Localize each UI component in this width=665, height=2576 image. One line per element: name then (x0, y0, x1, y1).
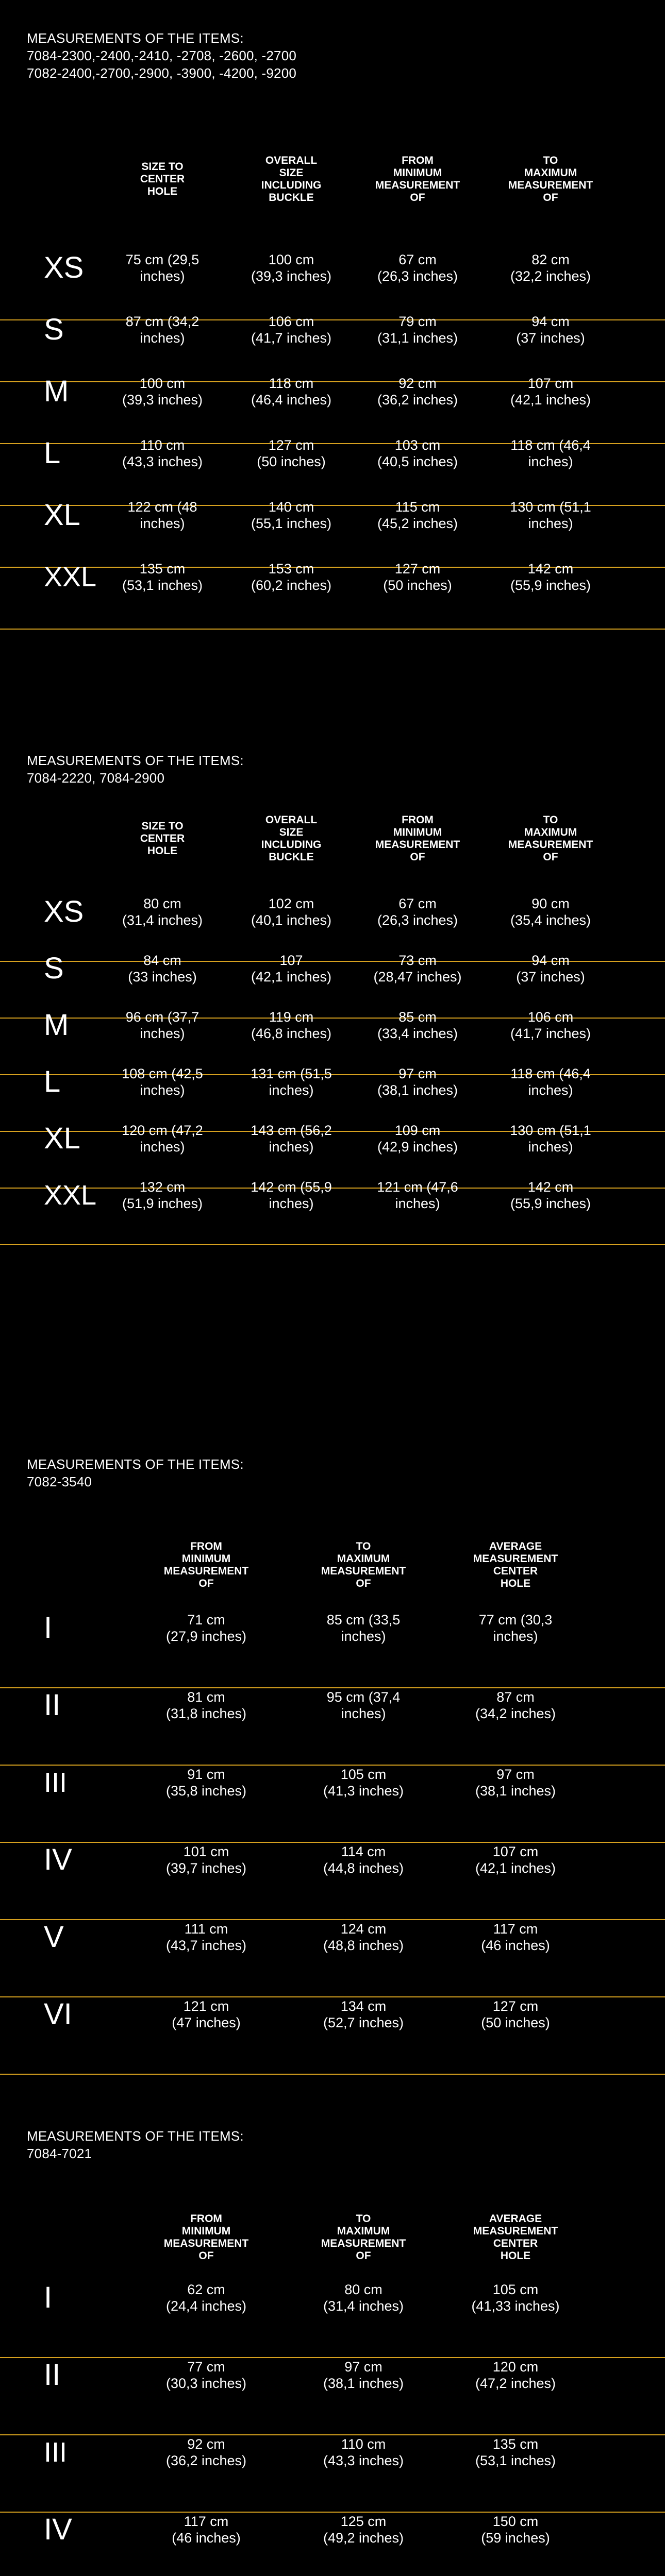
size-label: L (44, 436, 61, 470)
measurement-cell: 106 cm (41,7 inches) (510, 1009, 591, 1041)
measurement-cell: 100 cm (39,3 inches) (251, 252, 332, 284)
measurement-cell: 140 cm (55,1 inches) (251, 499, 332, 531)
measurement-cell: 106 cm (41,7 inches) (251, 314, 332, 346)
column-header: FROM MINIMUM MEASUREMENT OF (375, 155, 460, 204)
size-label: M (44, 375, 69, 408)
row-divider (0, 2074, 665, 2075)
measurement-cell: 117 cm (46 inches) (172, 2514, 241, 2546)
measurement-cell: 134 cm (52,7 inches) (323, 1998, 404, 2030)
column-header: FROM MINIMUM MEASUREMENT OF (163, 2213, 249, 2262)
measurement-cell: 110 cm (43,3 inches) (122, 437, 203, 469)
measurement-cell: 124 cm (48,8 inches) (323, 1921, 404, 1953)
measurement-cell: 67 cm (26,3 inches) (377, 252, 458, 284)
measurement-cell: 142 cm (55,9 inches) (251, 1179, 332, 1211)
size-label: IV (44, 1843, 72, 1876)
measurement-cell: 97 cm (38,1 inches) (323, 2359, 404, 2391)
size-label: II (44, 1688, 61, 1722)
measurement-cell: 80 cm (31,4 inches) (122, 896, 203, 928)
measurement-cell: 142 cm (55,9 inches) (510, 561, 591, 593)
measurement-cell: 135 cm (53,1 inches) (475, 2436, 556, 2468)
item-codes: 7084-2220, 7084-2900 (27, 770, 165, 786)
measurement-cell: 84 cm (33 inches) (128, 953, 197, 985)
size-label: IV (44, 2513, 72, 2546)
measurement-cell: 87 cm (34,2 inches) (475, 1689, 556, 1721)
row-divider (0, 1244, 665, 1245)
item-codes: 7084-2300,-2400,-2410, -2708, -2600, -2700 (27, 48, 297, 63)
size-label: III (44, 1767, 68, 1798)
measurement-cell: 117 cm (46 inches) (481, 1921, 550, 1953)
measurement-cell: 80 cm (31,4 inches) (323, 2282, 404, 2314)
column-header: AVERAGE MEASUREMENT CENTER HOLE (473, 2213, 558, 2262)
measurement-cell: 118 cm (46,4 inches) (510, 1066, 591, 1098)
measurement-cell: 62 cm (24,4 inches) (165, 2282, 247, 2314)
measurement-cell: 85 cm (33,5 inches) (326, 1612, 401, 1644)
measurement-cell: 97 cm (38,1 inches) (475, 1767, 556, 1799)
item-codes: 7082-2400,-2700,-2900, -3900, -4200, -9200 (27, 65, 297, 81)
measurement-cell: 122 cm (48 inches) (127, 499, 197, 531)
measurement-cell: 87 cm (34,2 inches) (125, 314, 200, 346)
size-label: XXL (44, 562, 97, 592)
size-label: I (44, 1611, 53, 1645)
column-header: TO MAXIMUM MEASUREMENT OF (321, 2213, 406, 2262)
measurement-cell: 109 cm (42,9 inches) (377, 1123, 458, 1155)
measurement-cell: 130 cm (51,1 inches) (510, 1123, 591, 1155)
measurement-cell: 94 cm (37 inches) (516, 314, 585, 346)
column-header: TO MAXIMUM MEASUREMENT OF (508, 155, 593, 204)
column-header: AVERAGE MEASUREMENT CENTER HOLE (473, 1540, 558, 1589)
column-header: SIZE TO CENTER HOLE (140, 161, 185, 197)
size-label: V (44, 1920, 64, 1954)
size-label: S (44, 313, 64, 346)
column-header: TO MAXIMUM MEASUREMENT OF (508, 814, 593, 863)
measurement-cell: 150 cm (59 inches) (481, 2514, 550, 2546)
measurement-cell: 118 cm (46,4 inches) (510, 437, 591, 469)
section-title: MEASUREMENTS OF THE ITEMS: (27, 753, 244, 768)
measurement-cell: 127 cm (50 inches) (481, 1998, 550, 2030)
measurement-cell: 81 cm (31,8 inches) (165, 1689, 247, 1721)
measurement-cell: 135 cm (53,1 inches) (122, 561, 203, 593)
row-divider (0, 1842, 665, 1843)
size-label: XS (44, 251, 84, 284)
measurement-cell: 92 cm (36,2 inches) (165, 2436, 247, 2468)
measurement-cell: 130 cm (51,1 inches) (510, 499, 591, 531)
measurement-cell: 94 cm (37 inches) (516, 953, 585, 985)
size-label: XL (44, 498, 80, 532)
measurement-cell: 105 cm (41,3 inches) (323, 1767, 404, 1799)
measurement-cell: 95 cm (37,4 inches) (326, 1689, 401, 1721)
size-label: XXL (44, 1180, 97, 1211)
measurement-cell: 77 cm (30,3 inches) (478, 1612, 553, 1644)
measurement-cell: 105 cm (41,33 inches) (471, 2282, 560, 2314)
measurement-cell: 131 cm (51,5 inches) (251, 1066, 332, 1098)
column-header: FROM MINIMUM MEASUREMENT OF (375, 814, 460, 863)
measurement-cell: 114 cm (44,8 inches) (323, 1844, 404, 1876)
size-label: S (44, 952, 64, 985)
measurement-cell: 82 cm (32,2 inches) (510, 252, 591, 284)
section-title: MEASUREMENTS OF THE ITEMS: (27, 1456, 244, 1472)
measurement-cell: 73 cm (28,47 inches) (373, 953, 462, 985)
measurement-cell: 132 cm (51,9 inches) (122, 1179, 203, 1211)
measurement-cell: 110 cm (43,3 inches) (323, 2436, 404, 2468)
measurement-cell: 107 cm (42,1 inches) (475, 1844, 556, 1876)
column-header: TO MAXIMUM MEASUREMENT OF (321, 1540, 406, 1589)
measurement-cell: 127 cm (50 inches) (257, 437, 326, 469)
size-label: VI (44, 1997, 72, 2031)
measurement-cell: 153 cm (60,2 inches) (251, 561, 332, 593)
measurement-cell: 71 cm (27,9 inches) (165, 1612, 247, 1644)
row-divider (0, 629, 665, 630)
size-label: I (44, 2281, 53, 2314)
measurement-cell: 125 cm (49,2 inches) (323, 2514, 404, 2546)
row-divider (0, 1919, 665, 1920)
measurement-cell: 108 cm (42,5 inches) (122, 1066, 203, 1098)
section-title: MEASUREMENTS OF THE ITEMS: (27, 2128, 244, 2144)
measurement-cell: 85 cm (33,4 inches) (377, 1009, 458, 1041)
measurement-cell: 142 cm (55,9 inches) (510, 1179, 591, 1211)
measurement-cell: 100 cm (39,3 inches) (122, 376, 203, 408)
size-label: XL (44, 1122, 80, 1155)
item-codes: 7082-3540 (27, 1474, 92, 1489)
size-label: M (44, 1008, 69, 1042)
item-codes: 7084-7021 (27, 2146, 92, 2161)
measurement-cell: 75 cm (29,5 inches) (125, 252, 200, 284)
measurement-cell: 115 cm (45,2 inches) (377, 499, 458, 531)
section-title: MEASUREMENTS OF THE ITEMS: (27, 30, 244, 46)
measurement-cell: 96 cm (37,7 inches) (125, 1009, 200, 1041)
measurement-cell: 92 cm (36,2 inches) (377, 376, 458, 408)
size-label: II (44, 2358, 61, 2392)
row-divider (0, 1765, 665, 1766)
measurement-cell: 90 cm (35,4 inches) (510, 896, 591, 928)
row-divider (0, 2434, 665, 2435)
size-label: XS (44, 895, 84, 928)
measurement-cell: 111 cm (43,7 inches) (165, 1921, 247, 1953)
measurement-cell: 121 cm (47,6 inches) (377, 1179, 458, 1211)
column-header: OVERALL SIZE INCLUDING BUCKLE (261, 814, 322, 863)
row-divider (0, 2512, 665, 2513)
column-header: SIZE TO CENTER HOLE (140, 820, 185, 857)
measurement-cell: 120 cm (47,2 inches) (122, 1123, 203, 1155)
measurement-cell: 119 cm (46,8 inches) (251, 1009, 332, 1041)
measurement-cell: 103 cm (40,5 inches) (377, 437, 458, 469)
measurement-cell: 97 cm (38,1 inches) (377, 1066, 458, 1098)
measurement-cell: 120 cm (47,2 inches) (475, 2359, 556, 2391)
measurement-cell: 107 (42,1 inches) (251, 953, 332, 985)
measurement-cell: 77 cm (30,3 inches) (165, 2359, 247, 2391)
measurement-cell: 107 cm (42,1 inches) (510, 376, 591, 408)
measurement-cell: 121 cm (47 inches) (172, 1998, 241, 2030)
measurement-cell: 102 cm (40,1 inches) (251, 896, 332, 928)
size-label: III (44, 2437, 68, 2468)
row-divider (0, 2357, 665, 2358)
measurement-cell: 91 cm (35,8 inches) (165, 1767, 247, 1799)
measurement-cell: 143 cm (56,2 inches) (251, 1123, 332, 1155)
row-divider (0, 1687, 665, 1688)
row-divider (0, 1996, 665, 1997)
column-header: OVERALL SIZE INCLUDING BUCKLE (261, 155, 322, 204)
size-label: L (44, 1065, 61, 1098)
measurement-cell: 101 cm (39,7 inches) (165, 1844, 247, 1876)
measurement-cell: 79 cm (31,1 inches) (377, 314, 458, 346)
measurement-cell: 127 cm (50 inches) (383, 561, 452, 593)
measurement-cell: 67 cm (26,3 inches) (377, 896, 458, 928)
column-header: FROM MINIMUM MEASUREMENT OF (163, 1540, 249, 1589)
measurement-cell: 118 cm (46,4 inches) (251, 376, 332, 408)
